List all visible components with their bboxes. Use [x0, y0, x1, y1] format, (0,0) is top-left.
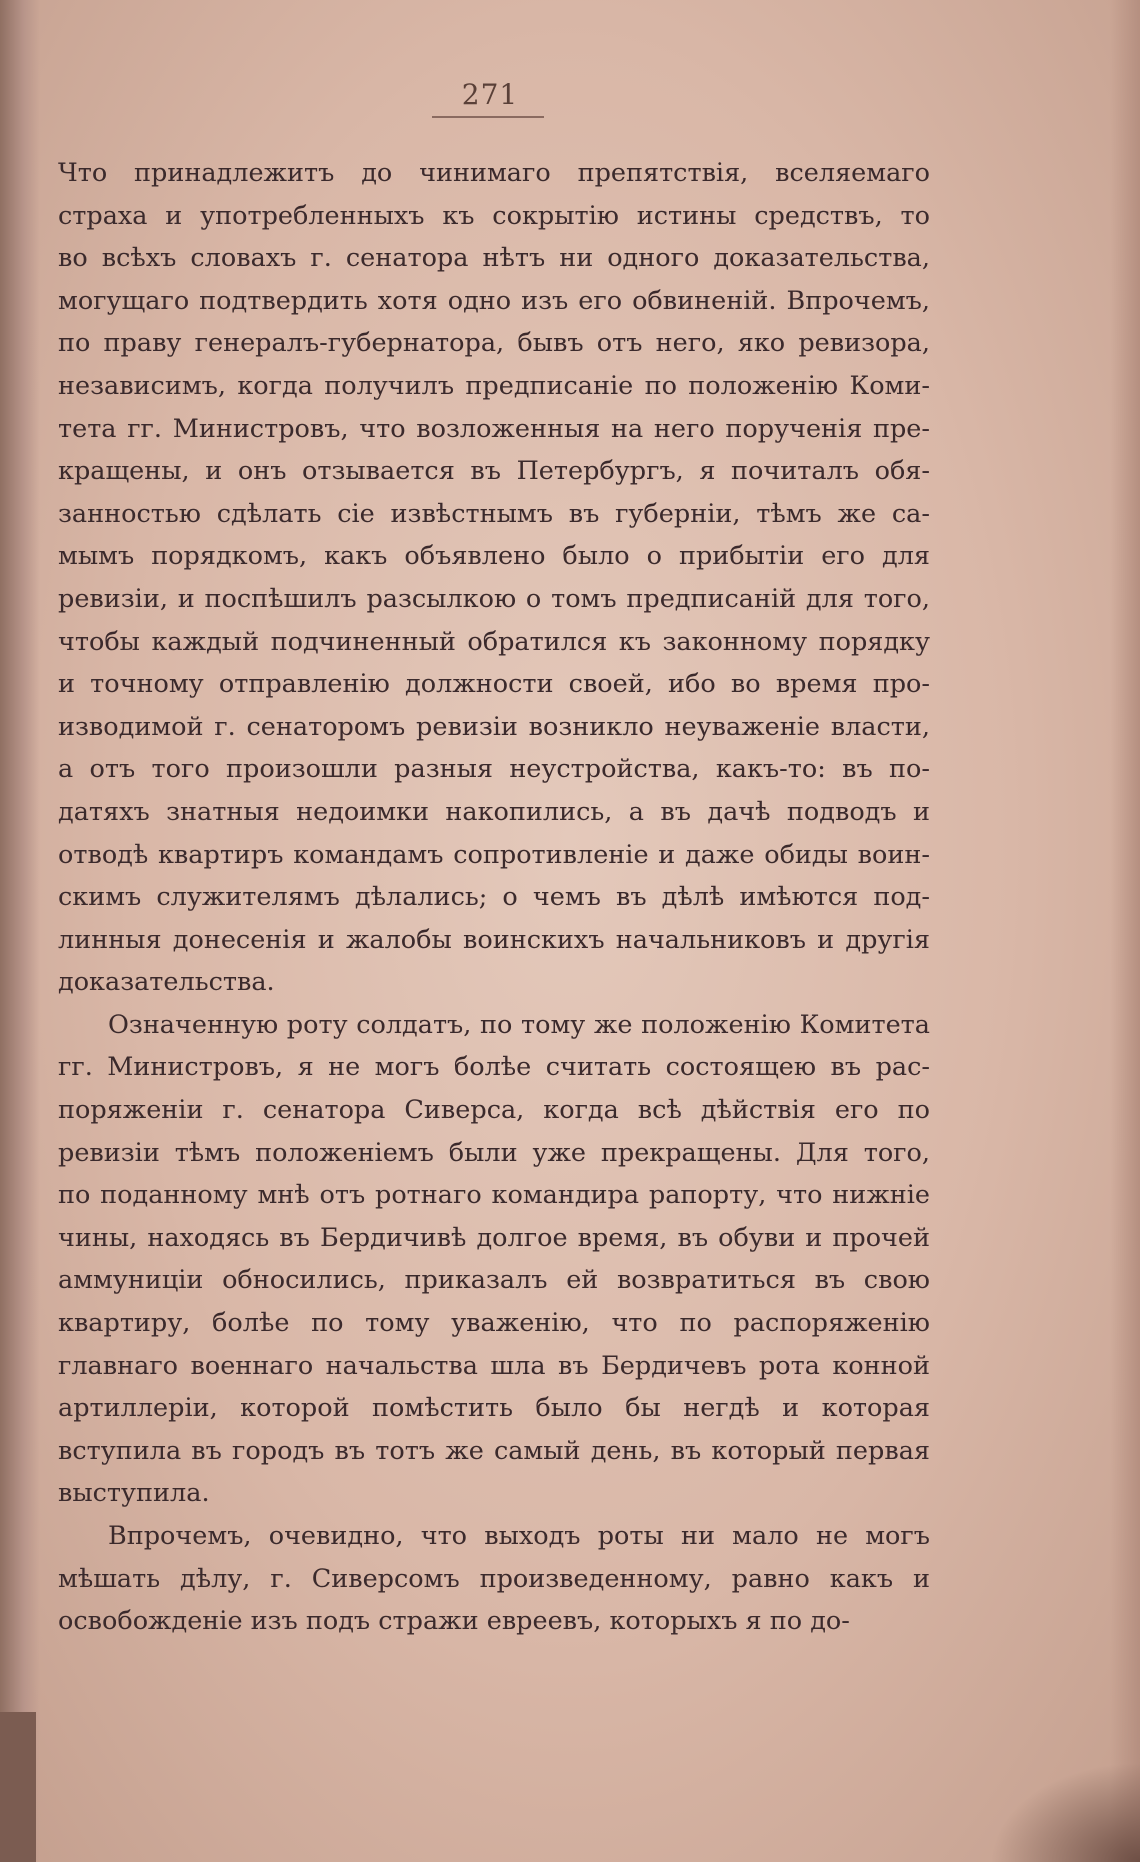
- text-line: страха и употребленныхъ къ сокрытію истины средствъ, то: [58, 200, 930, 231]
- text-line: а отъ того произошли разныя неустройства, какъ-то: въ по-: [58, 754, 930, 785]
- text-line: чины, находясь въ Бердичивѣ долгое время, въ обуви и прочей: [58, 1222, 930, 1253]
- text-line: линныя донесенія и жалобы воинскихъ начальниковъ и другія: [58, 924, 930, 955]
- text-line: скимъ служителямъ дѣлались; о чемъ въ дѣлѣ имѣются под-: [58, 882, 930, 913]
- paragraph: [58, 1515, 930, 1643]
- text-line: мымъ порядкомъ, какъ объявлено было о прибытіи его для: [58, 541, 930, 572]
- text-line: и точному отправленію должности своей, ибо во время про-: [58, 669, 930, 700]
- text-line: кращены, и онъ отзывается въ Петербургъ, я почиталъ обя-: [58, 456, 930, 487]
- text-line: вступила въ городъ въ тотъ же самый день, въ который первая: [58, 1435, 930, 1466]
- text-line: освобожденіе изъ подъ стражи евреевъ, которыхъ я по до-: [58, 1606, 850, 1637]
- text-line: Что принадлежитъ до чинимаго препятствія, вселяемаго: [58, 158, 930, 188]
- text-line: гг. Министровъ, я не могъ болѣе считать состоящею въ рас-: [58, 1052, 930, 1083]
- text-line: отводѣ квартиръ командамъ сопротивленіе и даже обиды воин-: [58, 839, 930, 870]
- text-line: во всѣхъ словахъ г. сенатора нѣтъ ни одного доказательства,: [58, 243, 930, 274]
- body-text: [58, 152, 930, 1643]
- text-line: занностью сдѣлать сіе извѣстнымъ въ губерніи, тѣмъ же са-: [58, 498, 930, 529]
- text-line: датяхъ знатныя недоимки накопились, а въ дачѣ подводъ и: [58, 796, 930, 827]
- text-line: Означенную роту солдатъ, по тому же положенію Комитета: [108, 1009, 930, 1040]
- text-line: главнаго военнаго начальства шла въ Бердичевъ рота конной: [58, 1350, 930, 1381]
- page-edge-shadow-right: [1110, 0, 1140, 1862]
- text-line: изводимой г. сенаторомъ ревизіи возникло неуваженіе власти,: [58, 711, 930, 742]
- page-edge-shadow-left: [0, 0, 40, 1862]
- text-line: аммуниціи обносились, приказалъ ей возвратиться въ свою: [58, 1265, 930, 1296]
- text-line: по поданному мнѣ отъ ротнаго командира рапорту, что нижніе: [58, 1180, 930, 1211]
- text-line: Впрочемъ, очевидно, что выходъ роты ни мало не могъ: [108, 1521, 930, 1551]
- text-line: квартиру, болѣе по тому уваженію, что по распоряженію: [58, 1308, 930, 1339]
- text-line: поряженіи г. сенатора Сиверса, когда всѣ дѣйствія его по: [58, 1095, 930, 1126]
- paragraph: [58, 1004, 930, 1515]
- text-line: чтобы каждый подчиненный обратился къ законному порядку: [58, 626, 930, 657]
- binding-strip: [0, 1712, 36, 1862]
- text-line: мѣшать дѣлу, г. Сиверсомъ произведенному, равно какъ и: [58, 1563, 930, 1594]
- text-line: выступила.: [58, 1478, 210, 1509]
- text-line: артиллеріи, которой помѣстить было бы негдѣ и которая: [58, 1393, 930, 1424]
- text-line: ревизіи, и поспѣшилъ разсылкою о томъ предписаній для того,: [58, 583, 930, 614]
- text-line: тета гг. Министровъ, что возложенныя на него порученія пре-: [58, 413, 930, 444]
- page-number: 271: [461, 78, 519, 111]
- text-line: доказательства.: [58, 967, 275, 998]
- page-corner-shadow: [990, 1762, 1140, 1862]
- text-line: ревизіи тѣмъ положеніемъ были уже прекращены. Для того,: [58, 1137, 930, 1168]
- text-line: независимъ, когда получилъ предписаніе по положенію Коми-: [58, 370, 930, 401]
- text-line: могущаго подтвердить хотя одно изъ его обвиненій. Впрочемъ,: [58, 285, 930, 316]
- text-line: по праву генералъ-губернатора, бывъ отъ него, яко ревизора,: [58, 328, 930, 359]
- page-number-rule: [432, 116, 544, 118]
- paragraph: [58, 152, 930, 1004]
